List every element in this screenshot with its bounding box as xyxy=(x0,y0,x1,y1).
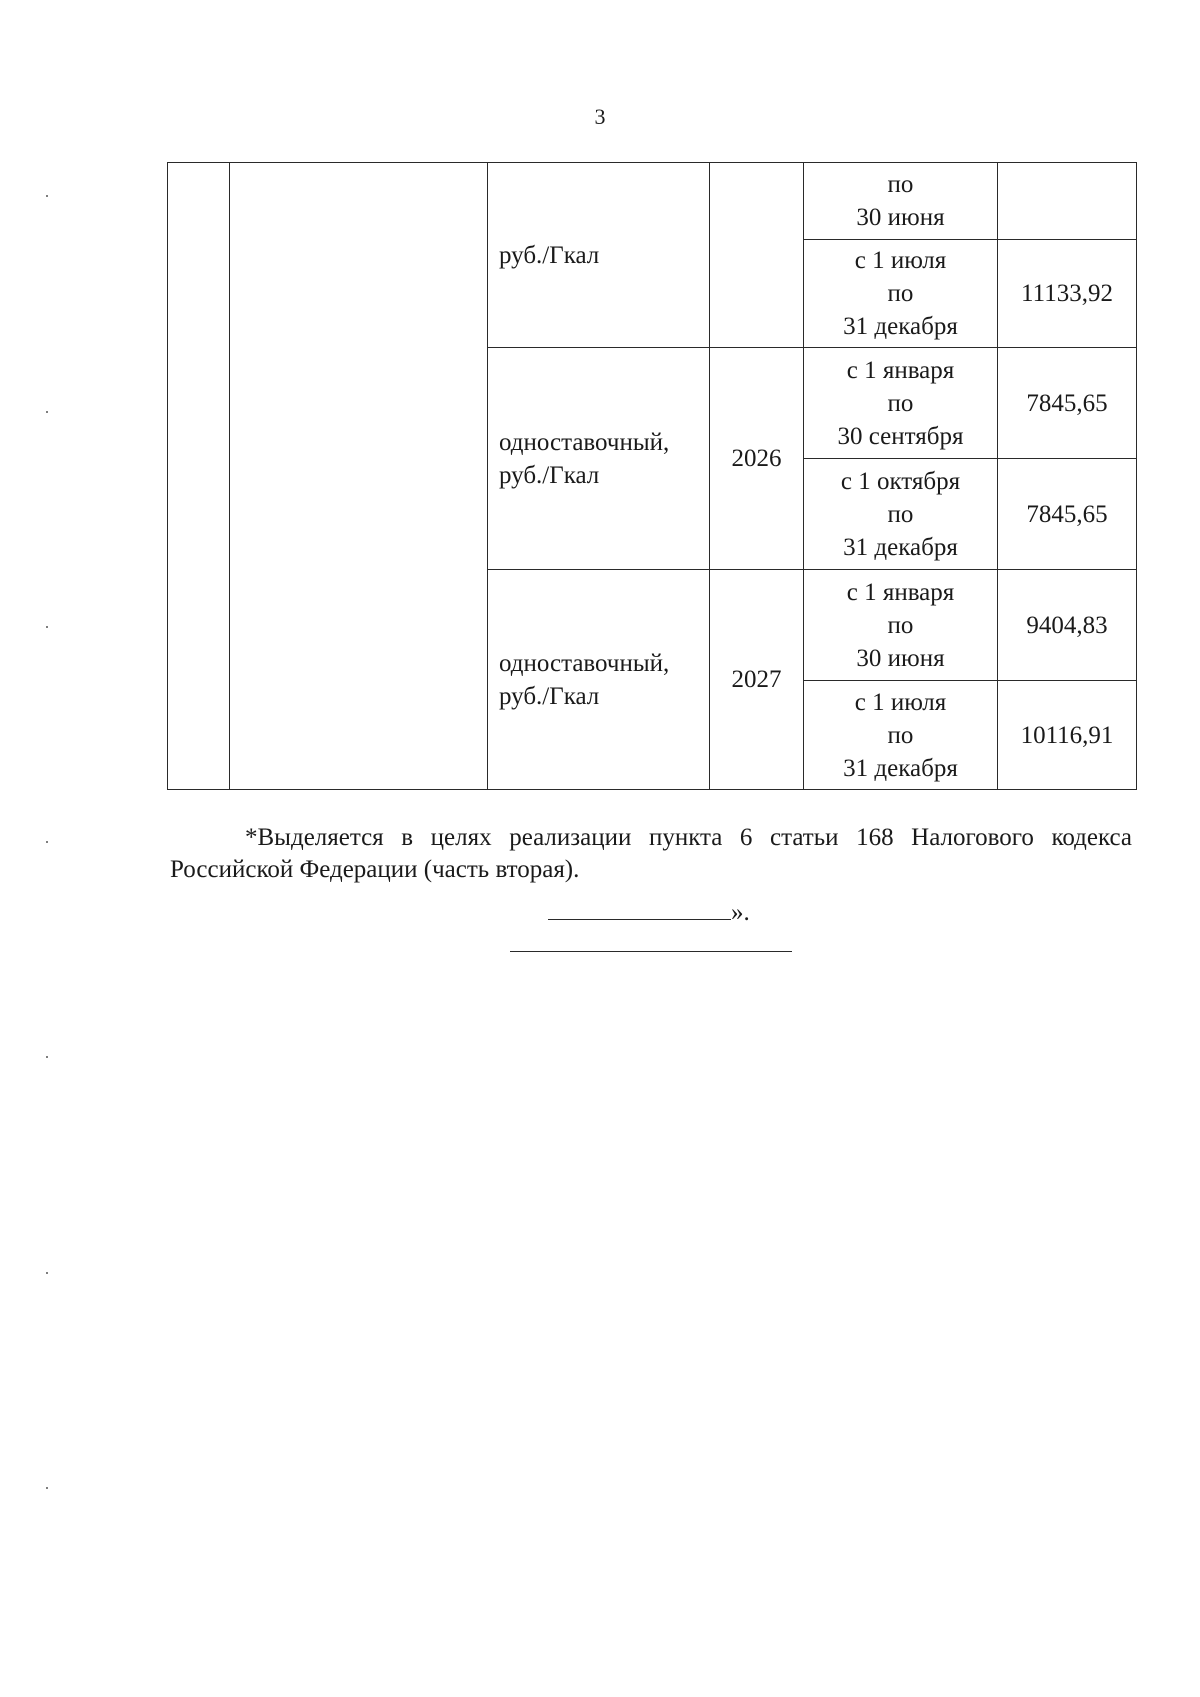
margin-dot xyxy=(46,1272,48,1274)
period-line: по xyxy=(887,171,914,198)
margin-dot xyxy=(46,626,48,628)
period-line: с 1 января xyxy=(846,578,955,606)
period-line: по xyxy=(887,500,914,528)
period-line: 30 июня xyxy=(856,644,945,672)
period-line: 31 декабря xyxy=(843,754,958,782)
tariff-value: 10116,91 xyxy=(998,681,1137,790)
end-rule xyxy=(510,951,792,952)
unit-label: одноставочный, xyxy=(499,428,670,456)
unit-cell xyxy=(488,570,710,790)
period-line: по xyxy=(887,721,914,749)
closing-quote: ». xyxy=(731,899,750,926)
period-line: по xyxy=(887,280,914,307)
period-line: 30 июня xyxy=(856,204,945,231)
margin-dot xyxy=(46,841,48,843)
unit-label: руб./Гкал xyxy=(499,241,600,269)
period-line: 31 декабря xyxy=(843,313,958,340)
tariff-value: 7845,65 xyxy=(998,459,1137,570)
table-row xyxy=(168,163,1137,240)
year-cell: 2026 xyxy=(710,348,804,570)
period-cell xyxy=(804,348,998,459)
period-line: с 1 июля xyxy=(854,247,947,274)
margin-dot xyxy=(46,411,48,413)
period-cell xyxy=(804,240,998,348)
margin-dot xyxy=(46,1487,48,1489)
closing-line xyxy=(548,893,750,929)
period-line: по xyxy=(887,389,914,417)
tariff-table xyxy=(167,162,1137,790)
footnote xyxy=(170,822,1132,886)
organization-cell xyxy=(230,163,488,790)
number-cell xyxy=(168,163,230,790)
period-line: с 1 января xyxy=(846,356,955,384)
period-line: по xyxy=(887,611,914,639)
unit-cell xyxy=(488,163,710,348)
signature-underline xyxy=(548,893,731,920)
year-cell xyxy=(710,163,804,348)
period-cell xyxy=(804,459,998,570)
period-cell xyxy=(804,570,998,681)
year-cell: 2027 xyxy=(710,570,804,790)
unit-label: руб./Гкал xyxy=(499,682,600,710)
page-number: 3 xyxy=(594,104,606,129)
period-line: с 1 октября xyxy=(840,467,961,495)
period-line: с 1 июля xyxy=(854,688,947,716)
tariff-value: 7845,65 xyxy=(998,348,1137,459)
margin-dot xyxy=(46,195,48,197)
tariff-value: 9404,83 xyxy=(998,570,1137,681)
period-line: 31 декабря xyxy=(843,533,958,561)
tariff-value: 11133,92 xyxy=(998,240,1137,348)
period-cell xyxy=(804,163,998,240)
period-line: 30 сентября xyxy=(837,422,964,450)
unit-cell xyxy=(488,348,710,570)
tariff-value xyxy=(998,163,1137,240)
margin-dot xyxy=(46,1056,48,1058)
unit-label: руб./Гкал xyxy=(499,461,600,489)
footnote-text: *Выделяется в целях реализации пункта 6 статьи 168 Налогового кодекса Российской Федерации (часть вторая). xyxy=(170,824,1132,883)
unit-label: одноставочный, xyxy=(499,649,670,677)
period-cell xyxy=(804,681,998,790)
